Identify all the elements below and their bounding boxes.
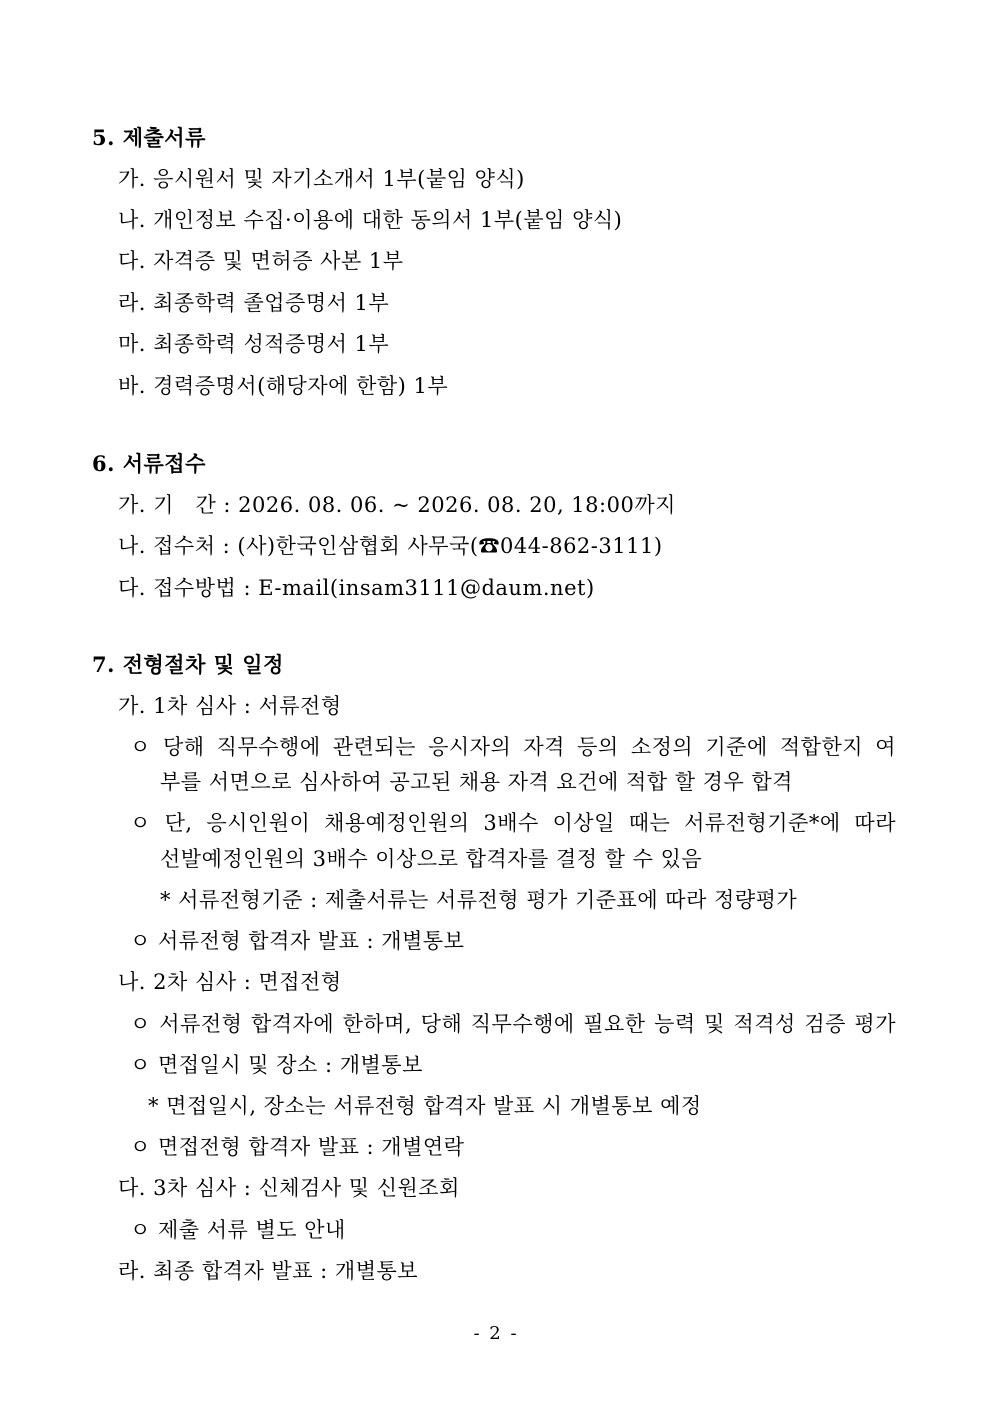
bullet-item-continuation: 선발예정인원의 3배수 이상으로 합격자를 결정 할 수 있음	[160, 847, 703, 871]
bullet-item: ㅇ 서류전형 합격자 발표 : 개별통보	[130, 929, 465, 953]
list-item: 라. 최종 합격자 발표 : 개별통보	[118, 1259, 419, 1283]
list-item: 바. 경력증명서(해당자에 한함) 1부	[118, 374, 449, 398]
section-heading-selection-process: 7. 전형절차 및 일정	[92, 652, 284, 677]
bullet-item: ㅇ 단, 응시인원이 채용예정인원의 3배수 이상일 때는 서류전형기준*에 따라	[130, 811, 896, 835]
bullet-item: ㅇ 당해 직무수행에 관련되는 응시자의 자격 등의 소정의 기준에 적합한지 여	[130, 735, 896, 759]
footnote: * 면접일시, 장소는 서류전형 합격자 발표 시 개별통보 예정	[148, 1094, 702, 1118]
list-item: 가. 기 간 : 2026. 08. 06. ~ 2026. 08. 20, 18:00까지	[118, 493, 676, 517]
bullet-item: ㅇ 면접전형 합격자 발표 : 개별연락	[130, 1135, 465, 1159]
page-number: - 2 -	[473, 1323, 519, 1344]
bullet-item: ㅇ 면접일시 및 장소 : 개별통보	[130, 1053, 423, 1077]
list-item: 가. 응시원서 및 자기소개서 1부(붙임 양식)	[118, 167, 525, 191]
list-item: 마. 최종학력 성적증명서 1부	[118, 332, 390, 356]
bullet-item: ㅇ 서류전형 합격자에 한하며, 당해 직무수행에 필요한 능력 및 적격성 검증 평가	[130, 1012, 896, 1036]
section-heading-submission-documents: 5. 제출서류	[92, 125, 206, 150]
list-item: 다. 접수방법 : E-mail(insam3111@daum.net)	[118, 576, 595, 600]
list-item: 다. 자격증 및 면허증 사본 1부	[118, 249, 404, 273]
list-item: 나. 접수처 : (사)한국인삼협회 사무국(☎044-862-3111)	[118, 534, 663, 558]
list-item: 라. 최종학력 졸업증명서 1부	[118, 291, 390, 315]
footnote: * 서류전형기준 : 제출서류는 서류전형 평가 기준표에 따라 정량평가	[160, 888, 798, 912]
list-item: 가. 1차 심사 : 서류전형	[118, 694, 342, 718]
list-item: 다. 3차 심사 : 신체검사 및 신원조회	[118, 1176, 460, 1200]
bullet-item-continuation: 부를 서면으로 심사하여 공고된 채용 자격 요건에 적합 할 경우 합격	[160, 770, 793, 794]
bullet-item: ㅇ 제출 서류 별도 안내	[130, 1218, 346, 1242]
list-item: 나. 2차 심사 : 면접전형	[118, 970, 342, 994]
section-heading-document-reception: 6. 서류접수	[92, 451, 206, 476]
list-item: 나. 개인정보 수집·이용에 대한 동의서 1부(붙임 양식)	[118, 208, 623, 232]
